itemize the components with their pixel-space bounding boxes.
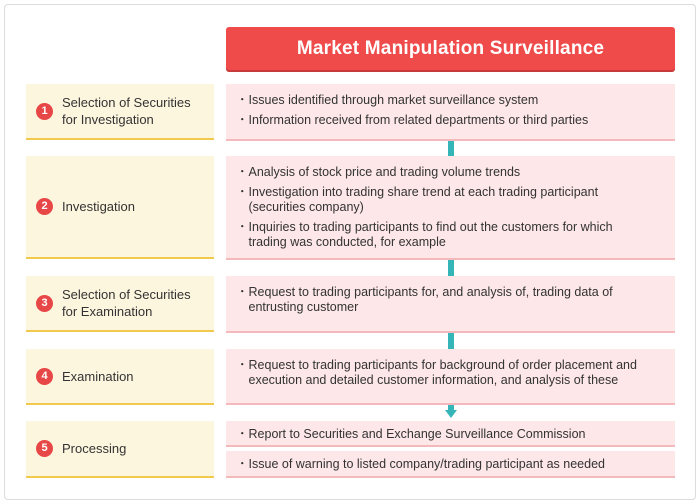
detail-bullet: ・ Inquiries to trading participants to find out the customers for which trading was conducted, for example <box>236 220 613 249</box>
step-4-details <box>226 349 675 405</box>
step-1-label <box>26 84 214 140</box>
step-3-details <box>226 276 675 333</box>
connector-3-4 <box>448 333 454 349</box>
detail-bullet: ・ Request to trading participants for background of order placement and execution and detailed customer information, and analysis of these <box>236 358 637 387</box>
diagram-title: Market Manipulation Surveillance <box>226 27 675 70</box>
detail-bullet: ・ Issue of warning to listed company/trading participant as needed <box>236 457 605 471</box>
detail-bullet: ・ Information received from related departments or third parties <box>236 113 589 127</box>
step-number-badge: 4 <box>36 368 53 385</box>
step-title: Investigation <box>62 199 135 214</box>
step-4-label <box>26 349 214 405</box>
step-number-badge: 5 <box>36 440 53 457</box>
step-title: Examination <box>62 368 134 384</box>
step-3-label <box>26 276 214 332</box>
step-2-label <box>26 156 214 259</box>
step-5-detail-report <box>226 421 675 447</box>
connector-2-3 <box>448 260 454 276</box>
step-2-details <box>226 156 675 260</box>
detail-bullet: ・ Investigation into trading share trend at each trading participant (securities company) <box>236 185 599 214</box>
step-number-badge: 1 <box>36 103 53 120</box>
step-number-badge: 3 <box>36 295 53 312</box>
detail-bullet: ・ Request to trading participants for, and analysis of, trading data of entrusting customer <box>236 285 613 314</box>
step-5-label <box>26 421 214 478</box>
detail-bullet: ・ Report to Securities and Exchange Surveillance Commission <box>236 427 586 441</box>
step-5-detail-warning <box>226 451 675 478</box>
step-title: Selection of Securities for Investigation <box>62 95 191 127</box>
step-title: Selection of Securities for Examination <box>62 287 191 319</box>
arrow-down-icon <box>445 410 457 418</box>
connector-1-2 <box>448 141 454 156</box>
step-title: Processing <box>62 441 127 456</box>
detail-bullet: ・ Analysis of stock price and trading volume trends <box>236 165 521 179</box>
detail-bullet: ・ Issues identified through market surveillance system <box>236 93 539 107</box>
step-number-badge: 2 <box>36 198 53 215</box>
step-1-details <box>226 84 675 141</box>
